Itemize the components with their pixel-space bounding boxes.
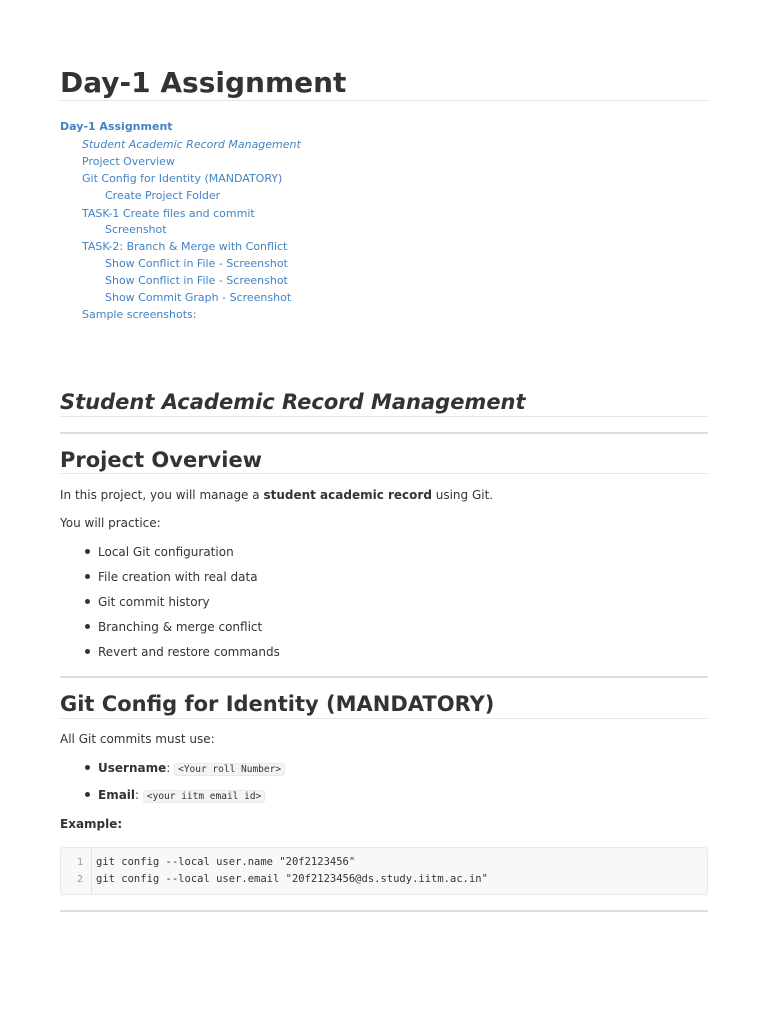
example-label: Example: xyxy=(60,817,123,831)
toc-link-sample-screenshots[interactable]: Sample screenshots: xyxy=(82,308,197,321)
intro-bold-text: student academic record xyxy=(263,488,432,502)
list-item-text: Git commit history xyxy=(98,595,210,609)
intro-text-end: using Git. xyxy=(431,488,494,502)
overview-intro xyxy=(60,486,493,504)
email-line: Email: <your iitm email id> xyxy=(98,786,265,806)
toc-link-day1-assignment[interactable]: Day-1 Assignment xyxy=(60,120,173,133)
toc-link-create-project-folder[interactable]: Create Project Folder xyxy=(105,189,221,202)
toc-link-task2[interactable]: TASK-2: Branch & Merge with Conflict xyxy=(82,240,288,253)
line-number: 2 xyxy=(76,874,83,885)
section-divider xyxy=(60,676,708,678)
toc-link-show-conflict-1[interactable]: Show Conflict in File - Screenshot xyxy=(105,257,288,270)
bullet-icon xyxy=(85,549,90,554)
bullet-icon xyxy=(85,599,90,604)
toc-link-student-academic-record[interactable]: Student Academic Record Management xyxy=(82,138,301,151)
practice-label: You will practice: xyxy=(60,516,161,530)
line-number: 1 xyxy=(76,857,83,868)
username-value: <Your roll Number> xyxy=(174,763,285,776)
email-value: <your iitm email id> xyxy=(143,790,265,803)
git-config-intro: All Git commits must use: xyxy=(60,732,215,746)
list-item-text: Branching & merge conflict xyxy=(98,620,263,634)
section-divider xyxy=(60,432,708,434)
title-divider xyxy=(60,100,708,101)
toc-link-show-commit-graph[interactable]: Show Commit Graph - Screenshot xyxy=(105,291,292,304)
list-item-text: File creation with real data xyxy=(98,570,258,584)
section-heading-git-config: Git Config for Identity (MANDATORY) xyxy=(60,692,495,716)
email-label: Email xyxy=(98,788,136,802)
username-line: Username: <Your roll Number> xyxy=(98,759,285,779)
username-label: Username xyxy=(98,761,167,775)
heading-divider xyxy=(60,416,708,417)
heading-divider xyxy=(60,473,708,474)
section-heading-project-overview: Project Overview xyxy=(60,448,263,472)
bullet-icon xyxy=(85,624,90,629)
section-divider xyxy=(60,910,708,912)
bullet-icon xyxy=(85,574,90,579)
page-title: Day-1 Assignment xyxy=(60,66,347,99)
code-line: git config --local user.name "20f2123456" xyxy=(96,856,356,868)
section-heading-student-academic-record: Student Academic Record Management xyxy=(60,390,526,414)
list-item-text: Revert and restore commands xyxy=(98,645,280,659)
list-item-text: Local Git configuration xyxy=(98,545,234,559)
intro-text: In this project, you will manage a xyxy=(60,488,264,502)
bullet-icon xyxy=(85,649,90,654)
line-number-gutter xyxy=(61,848,92,894)
toc-link-project-overview[interactable]: Project Overview xyxy=(82,155,175,168)
toc-link-screenshot[interactable]: Screenshot xyxy=(105,223,167,236)
heading-divider xyxy=(60,718,708,719)
toc-link-task1[interactable]: TASK-1 Create files and commit xyxy=(82,207,255,220)
toc-link-git-config[interactable]: Git Config for Identity (MANDATORY) xyxy=(82,172,283,185)
bullet-icon xyxy=(85,765,90,770)
toc-link-show-conflict-2[interactable]: Show Conflict in File - Screenshot xyxy=(105,274,288,287)
code-block[interactable] xyxy=(60,847,708,895)
bullet-icon xyxy=(85,792,90,797)
code-line: git config --local user.email "20f2123456@ds.study.iitm.ac.in" xyxy=(96,873,488,885)
